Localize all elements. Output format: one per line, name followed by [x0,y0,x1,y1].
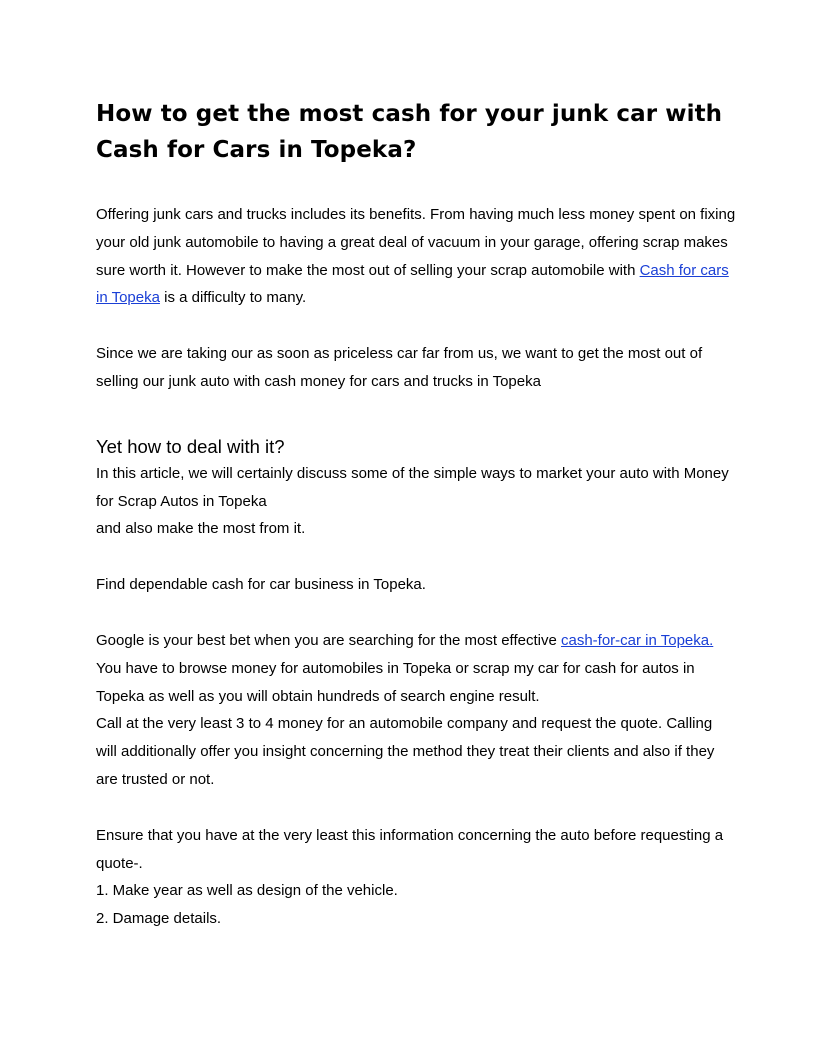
google-text-before: Google is your best bet when you are searching for the most effective [96,631,561,649]
intro-paragraph [96,201,736,312]
list-item: 1. Make year as well as design of the vehicle. [96,882,398,900]
article-intro-line: In this article, we will certainly discuss some of the simple ways to market your auto with Money for Scrap Autos in Topeka [96,464,729,510]
google-paragraph [96,627,736,794]
quote-info-line: Ensure that you have at the very least this information concerning the auto before requesting a quote-. [96,826,724,872]
quote-info-paragraph [96,822,736,933]
document-page [96,96,736,933]
call-companies-line: Call at the very least 3 to 4 money for an automobile company and request the quote. Calling will additionally offer you insight concerning the method they treat their clients and also if they are trusted or not. [96,715,715,788]
section-heading: Yet how to deal with it? [96,435,285,457]
page-title: How to get the most cash for your junk car with Cash for Cars in Topeka? [96,101,723,163]
second-paragraph: Since we are taking our as soon as priceless car far from us, we want to get the most out of selling our junk auto with cash money for cars and trucks in Topeka [96,345,703,390]
cash-for-car-link[interactable]: cash-for-car in Topeka. [560,631,714,649]
list-item: 2. Damage details. [96,910,222,928]
google-paragraph-line [96,627,736,710]
intro-text-after: is a difficulty to many. [159,289,307,307]
article-intro-line-2: and also make the most from it. [96,520,306,538]
article-intro-paragraph [96,460,736,543]
find-business-paragraph: Find dependable cash for car business in Topeka. [96,576,426,594]
google-text-after: You have to browse money for automobiles in Topeka or scrap my car for cash for autos in Topeka as well as you will obtain hundreds of search engine result. [96,659,695,705]
cash-for-cars-link[interactable]: Cash for cars in Topeka [96,261,729,307]
intro-text-before: Offering junk cars and trucks includes its benefits. From having much less money spent on fixing your old junk automobile to having a great deal of vacuum in your garage, offering scrap makes sure worth it. However to make the most out of selling your scrap automobile with [96,206,736,279]
